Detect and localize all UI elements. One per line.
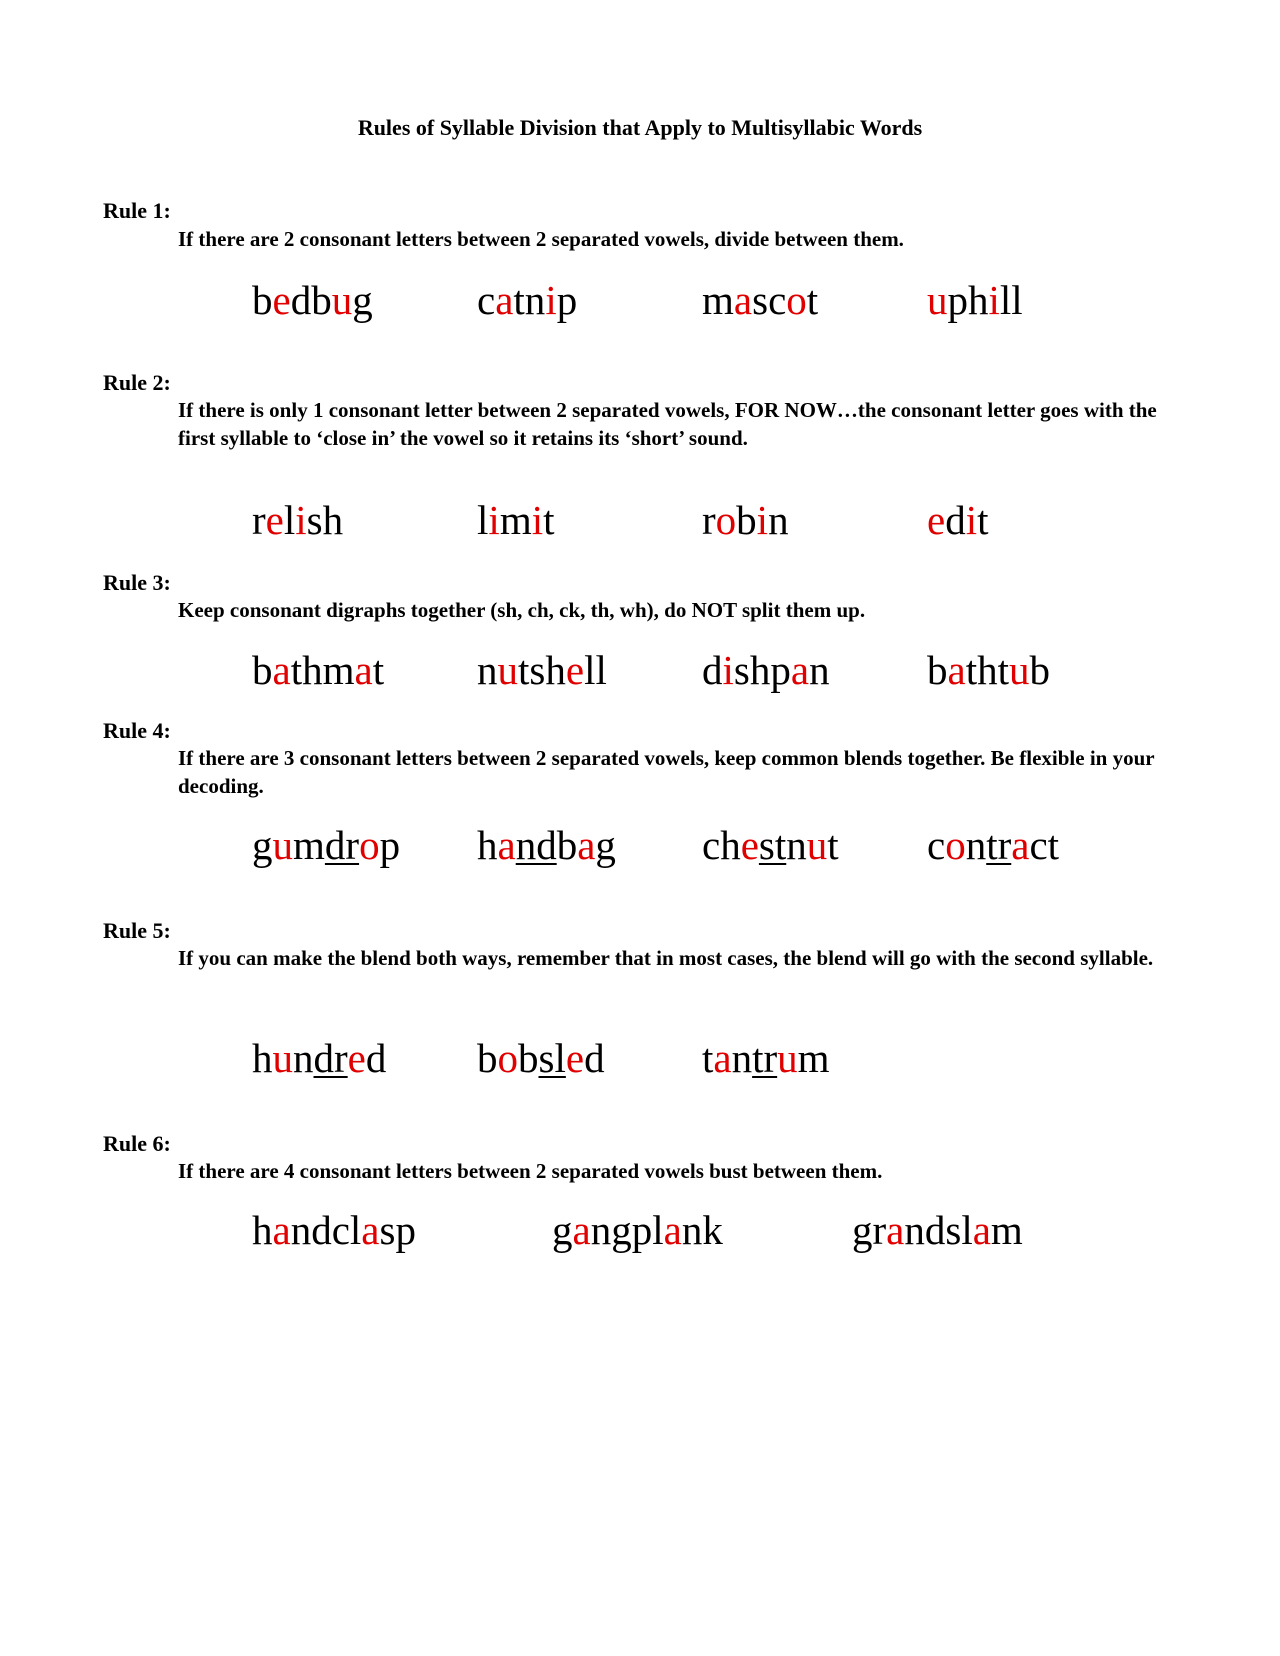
example-word <box>702 497 789 543</box>
vowel-letter: i <box>965 497 978 543</box>
blend-letters: dr <box>313 1035 348 1081</box>
consonant-letters: shp <box>733 647 791 693</box>
rule-6-label: Rule 6: <box>103 1131 171 1156</box>
example-word <box>702 647 830 693</box>
vowel-letter: e <box>565 1035 585 1081</box>
consonant-letters: ngpl <box>590 1207 664 1253</box>
consonant-letters: m <box>797 1035 830 1081</box>
example-word <box>702 822 839 868</box>
consonant-letters: thm <box>290 647 355 693</box>
consonant-letters: ct <box>1029 822 1060 868</box>
vowel-letter: a <box>947 647 966 693</box>
vowel-letter: a <box>361 1207 380 1253</box>
consonant-letters: ch <box>702 822 741 868</box>
vowel-letter: e <box>927 497 946 543</box>
rule-1-text: If there are 2 consonant letters between 2 separated vowels, divide between them. <box>178 227 904 251</box>
consonant-letters: n <box>965 822 987 868</box>
consonant-letters: c <box>477 277 496 323</box>
rule-6-text: If there are 4 consonant letters between 2 separated vowels bust between them. <box>178 1159 883 1183</box>
example-word <box>477 647 607 693</box>
example-word <box>252 647 384 693</box>
consonant-letters: l <box>477 497 489 543</box>
consonant-letters: t <box>372 647 385 693</box>
example-word <box>252 822 400 868</box>
consonant-letters: ph <box>947 277 989 323</box>
blend-letters: sl <box>538 1035 566 1081</box>
vowel-letter: a <box>354 647 373 693</box>
consonant-letters: h <box>477 822 498 868</box>
consonant-letters: b <box>736 497 757 543</box>
vowel-letter: a <box>577 822 596 868</box>
consonant-letters: t <box>977 497 989 543</box>
blend-letters: nd <box>515 822 557 868</box>
consonant-letters: b <box>556 822 578 868</box>
vowel-letter: o <box>945 822 966 868</box>
vowel-letter: i <box>488 497 500 543</box>
vowel-letter: o <box>715 497 737 543</box>
consonant-letters: d <box>945 497 966 543</box>
consonant-letters: g <box>252 822 273 868</box>
consonant-letters: m <box>990 1207 1023 1253</box>
consonant-letters: p <box>379 822 401 868</box>
vowel-letter: i <box>545 277 557 323</box>
rule-4-label: Rule 4: <box>103 718 171 743</box>
consonant-letters: r <box>252 497 266 543</box>
consonant-letters: sp <box>379 1207 416 1253</box>
consonant-letters: b <box>927 647 948 693</box>
vowel-letter: u <box>272 1035 293 1081</box>
rule-4-text: If there are 3 consonant letters between 2 separated vowels, keep common blends together. Be flexible in your decoding. <box>178 746 1155 798</box>
vowel-letter: i <box>756 497 769 543</box>
consonant-letters: m <box>702 277 734 323</box>
vowel-letter: i <box>988 277 1000 323</box>
consonant-letters: g <box>595 822 616 868</box>
example-word <box>927 647 1050 693</box>
consonant-letters: sc <box>752 277 787 323</box>
consonant-letters: t <box>702 1035 714 1081</box>
example-word <box>927 822 1059 868</box>
vowel-letter: u <box>497 647 518 693</box>
vowel-letter: u <box>927 277 948 323</box>
example-word <box>852 1207 1023 1253</box>
consonant-letters: nk <box>681 1207 723 1253</box>
example-word <box>252 1035 386 1081</box>
vowel-letter: e <box>347 1035 366 1081</box>
consonant-letters: n <box>477 647 498 693</box>
consonant-letters: b <box>477 1035 498 1081</box>
vowel-letter: o <box>359 822 380 868</box>
consonant-letters: b <box>252 647 273 693</box>
vowel-letter: a <box>272 1207 291 1253</box>
vowel-letter: a <box>713 1035 732 1081</box>
vowel-letter: i <box>531 497 544 543</box>
vowel-letter: a <box>886 1207 905 1253</box>
consonant-letters: r <box>702 497 716 543</box>
rule-5-text: If you can make the blend both ways, remember that in most cases, the blend will go with the second syllable. <box>178 946 1154 970</box>
vowel-letter: e <box>565 647 585 693</box>
blend-letters: dr <box>324 822 360 868</box>
consonant-letters: n <box>809 647 830 693</box>
consonant-letters: sh <box>306 497 344 543</box>
vowel-letter: a <box>663 1207 682 1253</box>
consonant-letters: ll <box>584 647 607 693</box>
example-word <box>477 822 616 868</box>
rule-5-label: Rule 5: <box>103 918 171 943</box>
vowel-letter: a <box>495 277 514 323</box>
consonant-letters: ndcl <box>290 1207 362 1253</box>
vowel-letter: o <box>497 1035 518 1081</box>
vowel-letter: e <box>265 497 284 543</box>
vowel-letter: a <box>1011 822 1030 868</box>
consonant-letters: n <box>768 497 789 543</box>
vowel-letter: u <box>777 1035 798 1081</box>
vowel-letter: a <box>733 277 753 323</box>
vowel-letter: o <box>786 277 807 323</box>
consonant-letters: n <box>731 1035 753 1081</box>
consonant-letters: t <box>806 277 819 323</box>
consonant-letters: n <box>786 822 807 868</box>
example-word <box>252 497 343 543</box>
rule-3-label: Rule 3: <box>103 570 171 595</box>
blend-letters: st <box>758 822 787 868</box>
blend-letters: tr <box>752 1035 778 1081</box>
vowel-letter: a <box>790 647 810 693</box>
example-word <box>252 277 373 323</box>
consonant-letters: d <box>584 1035 605 1081</box>
consonant-letters: t <box>827 822 839 868</box>
vowel-letter: u <box>1009 647 1030 693</box>
consonant-letters: tsh <box>518 647 566 693</box>
example-word <box>477 497 555 543</box>
consonant-letters: t <box>543 497 555 543</box>
example-word <box>252 1207 416 1253</box>
rule-2-label: Rule 2: <box>103 370 171 395</box>
consonant-letters: n <box>293 1035 314 1081</box>
consonant-letters: g <box>352 277 373 323</box>
vowel-letter: u <box>272 822 293 868</box>
consonant-letters: ll <box>999 277 1023 323</box>
consonant-letters: h <box>252 1035 273 1081</box>
consonant-letters: c <box>927 822 946 868</box>
consonant-letters: d <box>702 647 723 693</box>
vowel-letter: u <box>806 822 828 868</box>
rule-3-text: Keep consonant digraphs together (sh, ch, ck, th, wh), do NOT split them up. <box>178 598 866 622</box>
rule-1-label: Rule 1: <box>103 198 171 223</box>
example-word <box>702 1035 830 1081</box>
consonant-letters: b <box>252 277 273 323</box>
blend-letters: tr <box>986 822 1012 868</box>
example-word <box>477 277 577 323</box>
example-word <box>702 277 818 323</box>
consonant-letters: p <box>556 277 578 323</box>
consonant-letters: m <box>499 497 532 543</box>
vowel-letter: a <box>572 1207 591 1253</box>
example-word <box>477 1035 605 1081</box>
vowel-letter: a <box>497 822 516 868</box>
example-word <box>552 1207 723 1253</box>
consonant-letters: tht <box>965 647 1009 693</box>
consonant-letters: g <box>552 1207 573 1253</box>
page-title: Rules of Syllable Division that Apply to Multisyllabic Words <box>357 115 923 140</box>
consonant-letters: db <box>290 277 332 323</box>
consonant-letters: ndsl <box>904 1207 973 1253</box>
consonant-letters: l <box>283 497 296 543</box>
vowel-letter: a <box>272 647 291 693</box>
vowel-letter: e <box>740 822 759 868</box>
consonant-letters: h <box>252 1207 273 1253</box>
consonant-letters: m <box>293 822 325 868</box>
consonant-letters: tn <box>513 277 546 323</box>
rule-2-text: If there is only 1 consonant letter between 2 separated vowels, FOR NOW…the consonant letter goes with the first syllable to ‘close in’ the vowel so it retains its ‘short’ sound. <box>178 398 1157 450</box>
consonant-letters: b <box>518 1035 539 1081</box>
example-word <box>927 277 1023 323</box>
vowel-letter: a <box>972 1207 991 1253</box>
vowel-letter: i <box>295 497 307 543</box>
consonant-letters: d <box>365 1035 387 1081</box>
consonant-letters: gr <box>852 1207 887 1253</box>
vowel-letter: i <box>722 647 734 693</box>
vowel-letter: u <box>331 277 353 323</box>
consonant-letters: b <box>1029 647 1050 693</box>
example-word <box>927 497 989 543</box>
vowel-letter: e <box>272 277 291 323</box>
